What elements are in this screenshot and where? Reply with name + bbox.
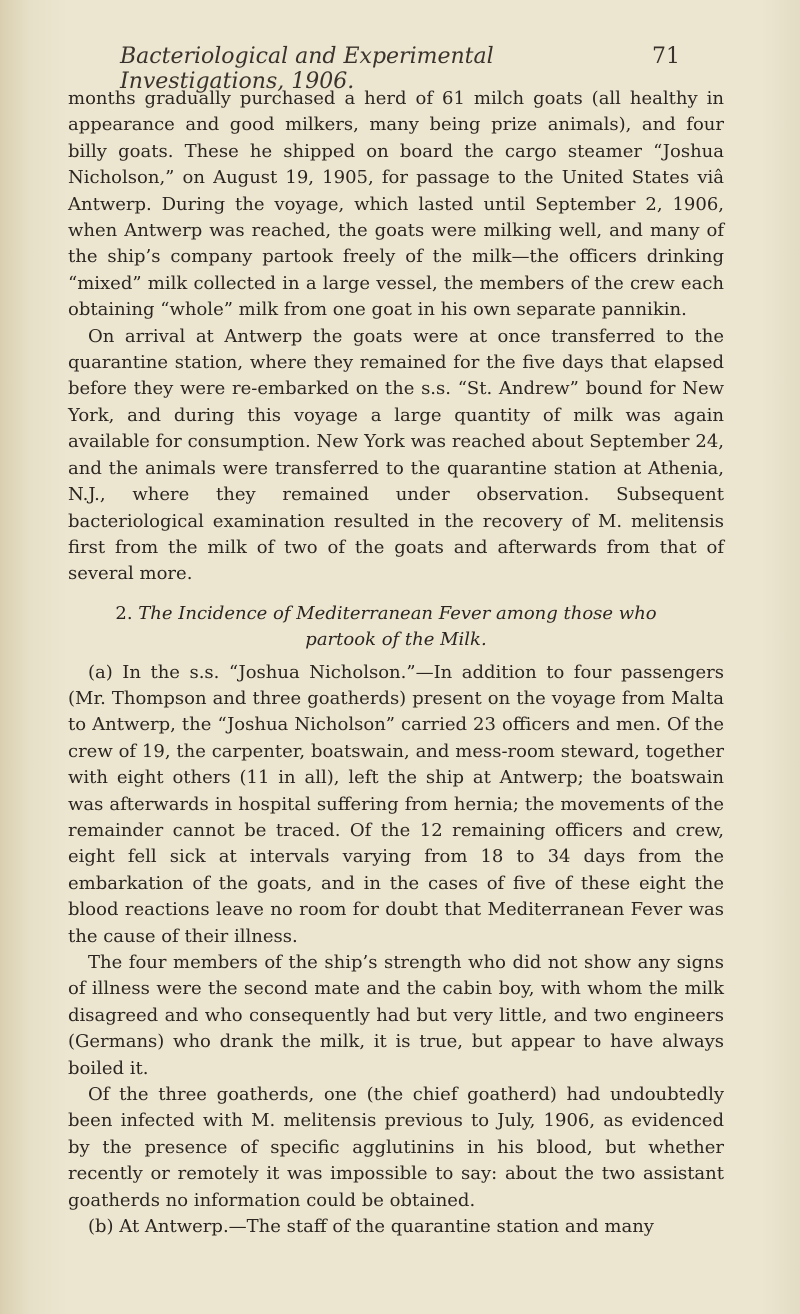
paragraph-2: On arrival at Antwerp the goats were at once transferred to the quarantine station, where they remained for the five days that elapsed before they were re-embarked on the s.s. “St. Andrew” bound for New York, and during this voyage a large quantity of milk was again available for consumption. New York was reached about September 24, and the animals were transferred to the quarantine station at Athenia, N.J., where they remained under observation. Subsequent bacteriological examination resulted in the recovery of M. melitensis first from the milk of two of the goats and afterwards from that of several more. [68, 325, 724, 585]
section-heading [68, 601, 724, 654]
paragraph-6: (b) At Antwerp.—The staff of the quarantine station and many [88, 1216, 654, 1238]
section-number: 2. [115, 602, 133, 624]
paragraph-1: months gradually purchased a herd of 61 milch goats (all healthy in appearance and good milkers, many being prize animals), and four billy goats. These he shipped on board the cargo steamer “Joshua Nicholson,” on August 19, 1905, for passage to the United States viâ Antwerp. During the voyage, which lasted until September 2, 1906, when Antwerp was reached, the goats were milking well, and many of the ship’s company partook freely of the milk—the officers drinking “mixed” milk collected in a large vessel, the members of the crew each obtaining “whole” milk from one goat in his own separate pannikin. [68, 88, 724, 321]
paragraph-4: The four members of the ship’s strength who did not show any signs of illness were the second mate and the cabin boy, with whom the milk disagreed and who consequently had but very little, and two engineers (Germans) who drank the milk, it is true, but appear to have always boiled it. [68, 952, 724, 1079]
paragraph-5: Of the three goatherds, one (the chief goatherd) had undoubtedly been infected with M. melitensis previous to July, 1906, as evidenced by the presence of specific agglutinins in his blood, but whether recently or remotely it was impossible to say: about the two assistant goatherds no information could be obtained. [68, 1084, 724, 1211]
running-title: Bacteriological and Experimental Investigations, 1906. [120, 44, 494, 94]
page-number: 71 [652, 44, 680, 69]
page-body [68, 86, 724, 1240]
section-title: The Incidence of Mediterranean Fever among those who partook of the Milk. [138, 602, 657, 651]
paragraph-3: (a) In the s.s. “Joshua Nicholson.”—In addition to four passengers (Mr. Thompson and three goatherds) present on the voyage from Malta to Antwerp, the “Joshua Nicholson” carried 23 officers and men. Of the crew of 19, the carpenter, boatswain, and mess-room steward, together with eight others (11 in all), left the ship at Antwerp; the boatswain was afterwards in hospital suffering from hernia; the movements of the remainder cannot be traced. Of the 12 remaining officers and crew, eight fell sick at intervals varying from 18 to 34 days from the embarkation of the goats, and in the cases of five of these eight the blood reactions leave no room for doubt that Mediterranean Fever was the cause of their illness. [68, 661, 724, 947]
